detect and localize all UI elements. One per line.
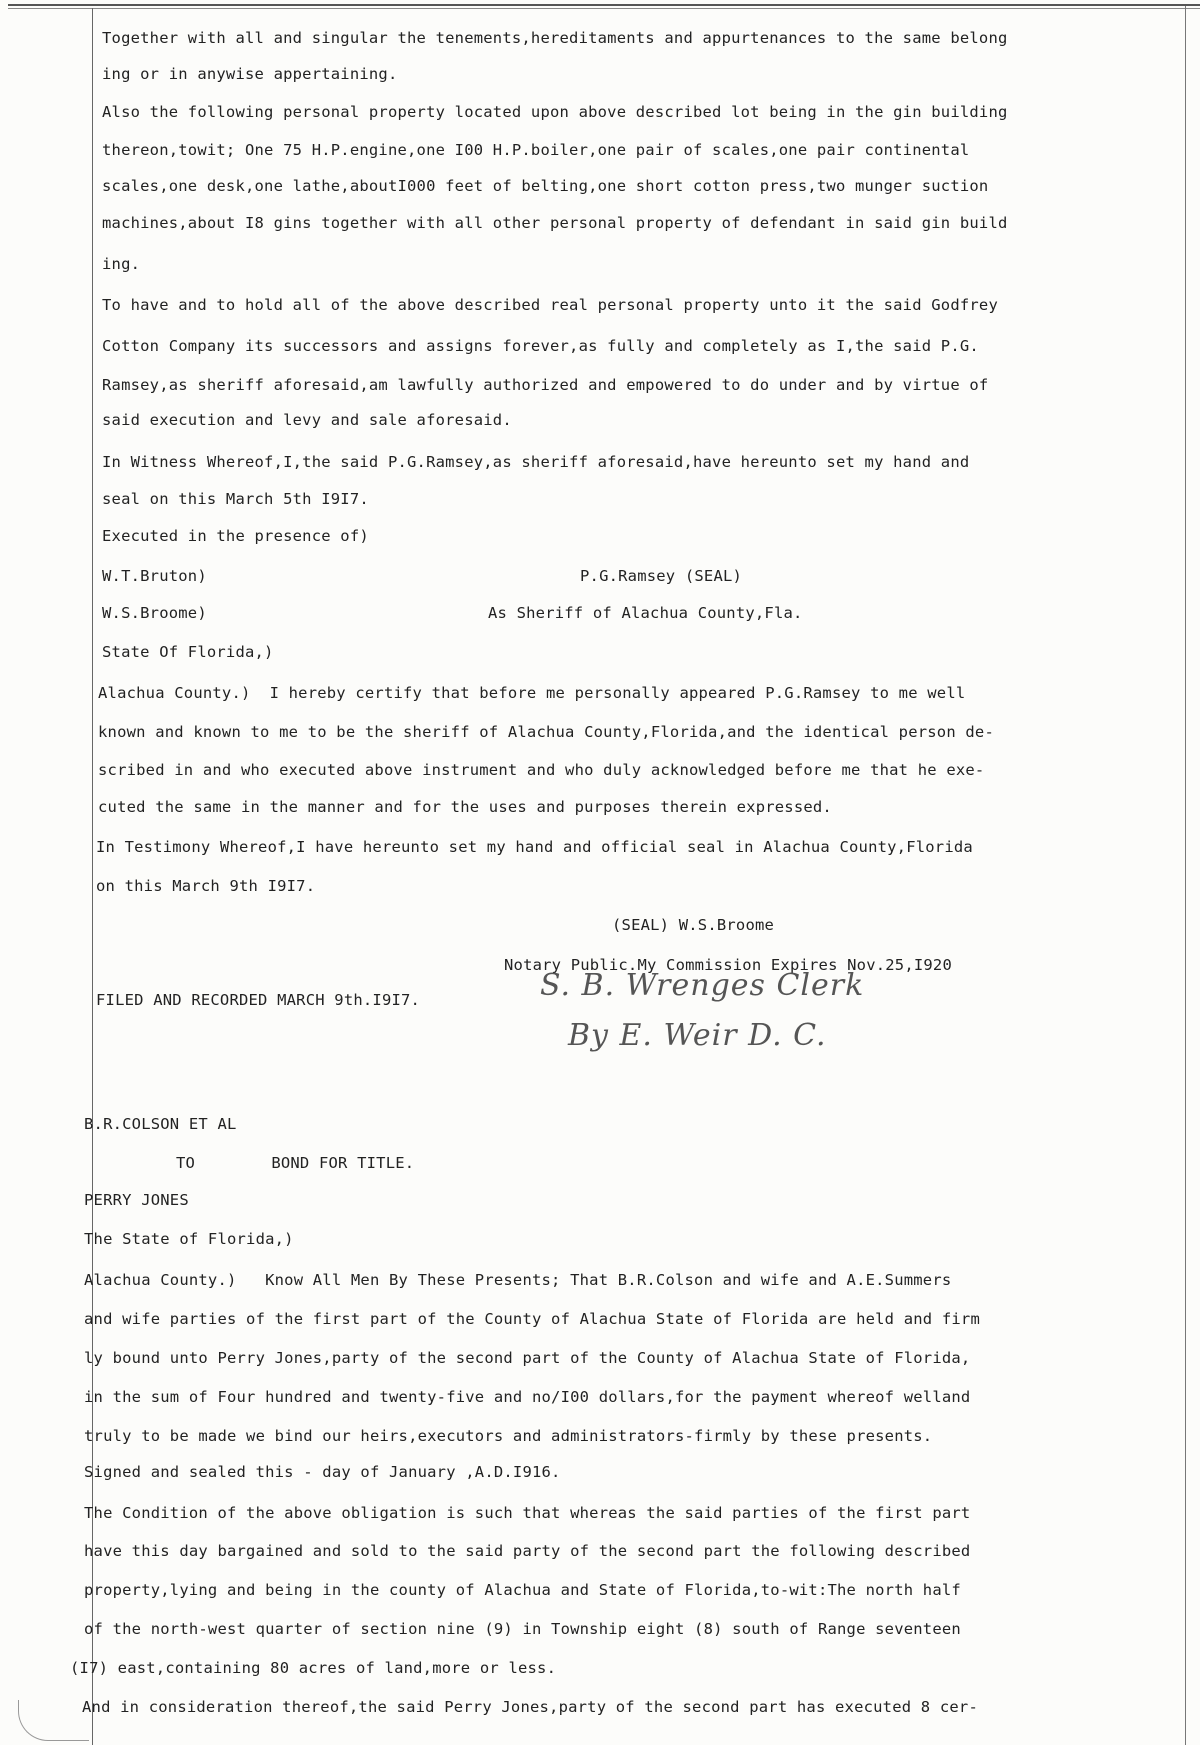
text-line-12: In Witness Whereof,I,the said P.G.Ramsey,as sheriff aforesaid,have hereunto set my hand and bbox=[102, 453, 970, 471]
text-line-34: and wife parties of the first part of the County of Alachua State of Florida are held and firm bbox=[84, 1310, 980, 1328]
text-line-1: Together with all and singular the tenements,hereditaments and appurtenances to the same belong bbox=[102, 29, 1008, 47]
text-line-22: scribed in and who executed above instrument and who duly acknowledged before me that he exe- bbox=[98, 761, 985, 779]
text-line-33: Alachua County.) Know All Men By These Presents; That B.R.Colson and wife and A.E.Summers bbox=[84, 1271, 952, 1289]
bond-heading: TO BOND FOR TITLE. bbox=[176, 1154, 415, 1172]
text-line-42: of the north-west quarter of section nine (9) in Township eight (8) south of Range seventeen bbox=[84, 1620, 961, 1638]
text-line-7: ing. bbox=[102, 255, 141, 273]
clerk-signature: S. B. Wrenges Clerk bbox=[540, 968, 865, 1003]
witness-2: W.S.Broome) bbox=[102, 604, 207, 622]
left-margin-rule bbox=[92, 8, 93, 1745]
right-border bbox=[1185, 6, 1186, 1745]
text-line-38: Signed and sealed this - day of January ,A.D.I916. bbox=[84, 1463, 561, 1481]
text-line-37: truly to be made we bind our heirs,executors and administrators-firmly by these presents. bbox=[84, 1427, 933, 1445]
text-line-14: Executed in the presence of) bbox=[102, 527, 369, 545]
text-line-5: scales,one desk,one lathe,aboutI000 feet of belting,one short cotton press,two munger suction bbox=[102, 177, 989, 195]
party-heading-1: B.R.COLSON ET AL bbox=[84, 1115, 237, 1133]
witness-1: W.T.Bruton) bbox=[102, 567, 207, 585]
text-line-23: cuted the same in the manner and for the uses and purposes therein expressed. bbox=[98, 798, 832, 816]
notary-signature: (SEAL) W.S.Broome bbox=[612, 916, 775, 934]
text-line-40: have this day bargained and sold to the said party of the second part the following described bbox=[84, 1542, 971, 1560]
text-line-6: machines,about I8 gins together with all other personal property of defendant in said gin build bbox=[102, 214, 1008, 232]
text-line-19: State Of Florida,) bbox=[102, 643, 274, 661]
sheriff-title: As Sheriff of Alachua County,Fla. bbox=[488, 604, 803, 622]
text-line-8: To have and to hold all of the above described real personal property unto it the said Godfrey bbox=[102, 296, 998, 314]
text-line-39: The Condition of the above obligation is such that whereas the said parties of the first part bbox=[84, 1504, 971, 1522]
text-line-25: on this March 9th I9I7. bbox=[96, 877, 316, 895]
text-line-2: ing or in anywise appertaining. bbox=[102, 65, 398, 83]
party-heading-2: PERRY JONES bbox=[84, 1191, 189, 1209]
text-line-20: Alachua County.) I hereby certify that before me personally appeared P.G.Ramsey to me well bbox=[98, 684, 966, 702]
sheriff-signature: P.G.Ramsey (SEAL) bbox=[580, 567, 743, 585]
filed-recorded: FILED AND RECORDED MARCH 9th.I9I7. bbox=[96, 991, 421, 1009]
text-line-35: ly bound unto Perry Jones,party of the second part of the County of Alachua State of Florida, bbox=[84, 1349, 971, 1367]
text-line-32: The State of Florida,) bbox=[84, 1230, 294, 1248]
text-line-43: (I7) east,containing 80 acres of land,more or less. bbox=[70, 1659, 557, 1677]
deputy-clerk-signature: By E. Weir D. C. bbox=[568, 1018, 827, 1053]
text-line-36: in the sum of Four hundred and twenty-five and no/I00 dollars,for the payment whereof welland bbox=[84, 1388, 971, 1406]
text-line-4: thereon,towit; One 75 H.P.engine,one I00 H.P.boiler,one pair of scales,one pair continental bbox=[102, 141, 970, 159]
top-border-inner bbox=[8, 8, 1200, 9]
text-line-10: Ramsey,as sheriff aforesaid,am lawfully authorized and empowered to do under and by virtue of bbox=[102, 376, 989, 394]
text-line-41: property,lying and being in the county of Alachua and State of Florida,to-wit:The north half bbox=[84, 1581, 961, 1599]
text-line-24: In Testimony Whereof,I have hereunto set my hand and official seal in Alachua County,Florida bbox=[96, 838, 973, 856]
text-line-44: And in consideration thereof,the said Perry Jones,party of the second part has executed 8 cer- bbox=[82, 1698, 978, 1716]
text-line-13: seal on this March 5th I9I7. bbox=[102, 490, 369, 508]
text-line-3: Also the following personal property located upon above described lot being in the gin building bbox=[102, 103, 1008, 121]
text-line-9: Cotton Company its successors and assigns forever,as fully and completely as I,the said P.G. bbox=[102, 337, 979, 355]
notary-commission: Notary Public.My Commission Expires Nov.25,I920 bbox=[504, 956, 952, 974]
page-corner-curl bbox=[18, 1700, 89, 1741]
top-border bbox=[8, 4, 1200, 6]
text-line-21: known and known to me to be the sheriff of Alachua County,Florida,and the identical person de- bbox=[98, 723, 994, 741]
text-line-11: said execution and levy and sale aforesaid. bbox=[102, 411, 512, 429]
